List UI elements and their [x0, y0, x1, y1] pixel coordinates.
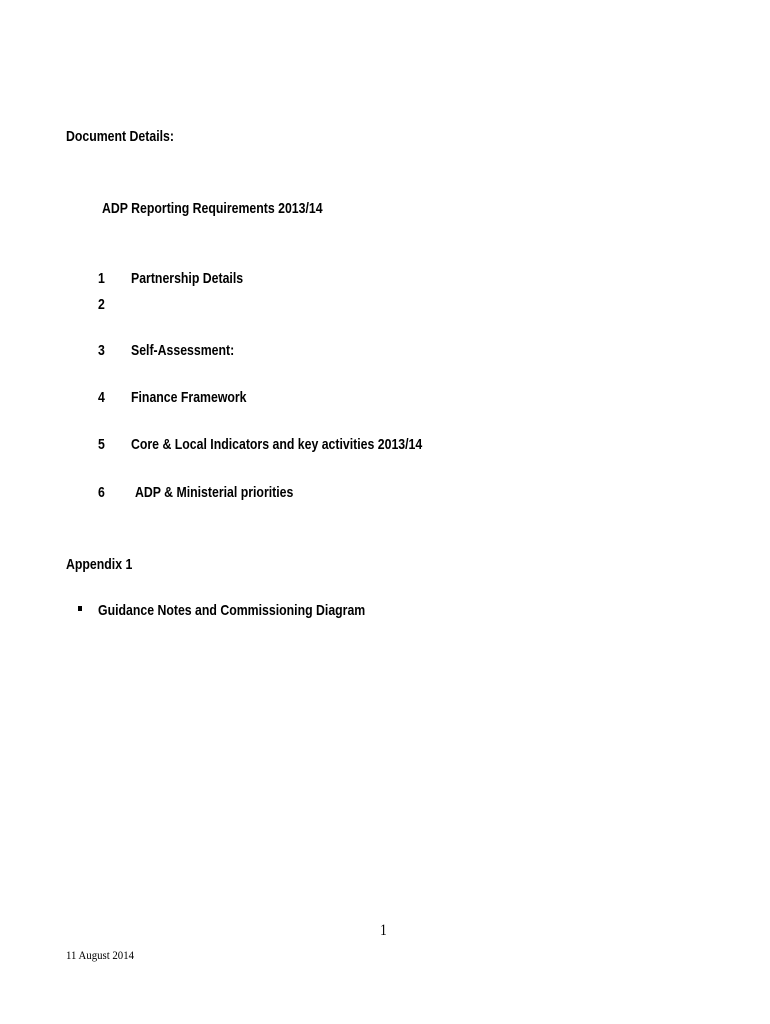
- toc-item-label: Core & Local Indicators and key activities 2013/14: [131, 436, 423, 453]
- toc-item-number: 4: [98, 389, 105, 406]
- toc-item-number: 2: [98, 296, 105, 313]
- toc-item-label: Partnership Details: [131, 270, 244, 287]
- document-heading: Document Details:: [66, 128, 174, 145]
- toc-item-number: 1: [98, 270, 105, 287]
- appendix-list-item: Guidance Notes and Commissioning Diagram: [98, 602, 366, 619]
- toc-item-number: 6: [98, 484, 105, 501]
- toc-item-number: 5: [98, 436, 105, 453]
- document-subtitle: ADP Reporting Requirements 2013/14: [102, 200, 323, 217]
- toc-item-label: ADP & Ministerial priorities: [135, 484, 294, 501]
- appendix-heading: Appendix 1: [66, 556, 133, 573]
- bullet-icon: [78, 606, 82, 611]
- toc-item-label: Finance Framework: [131, 389, 247, 406]
- toc-item-number: 3: [98, 342, 105, 359]
- footer-date: 11 August 2014: [66, 948, 135, 962]
- toc-item-label: Self-Assessment:: [131, 342, 235, 359]
- page-number: 1: [380, 922, 387, 939]
